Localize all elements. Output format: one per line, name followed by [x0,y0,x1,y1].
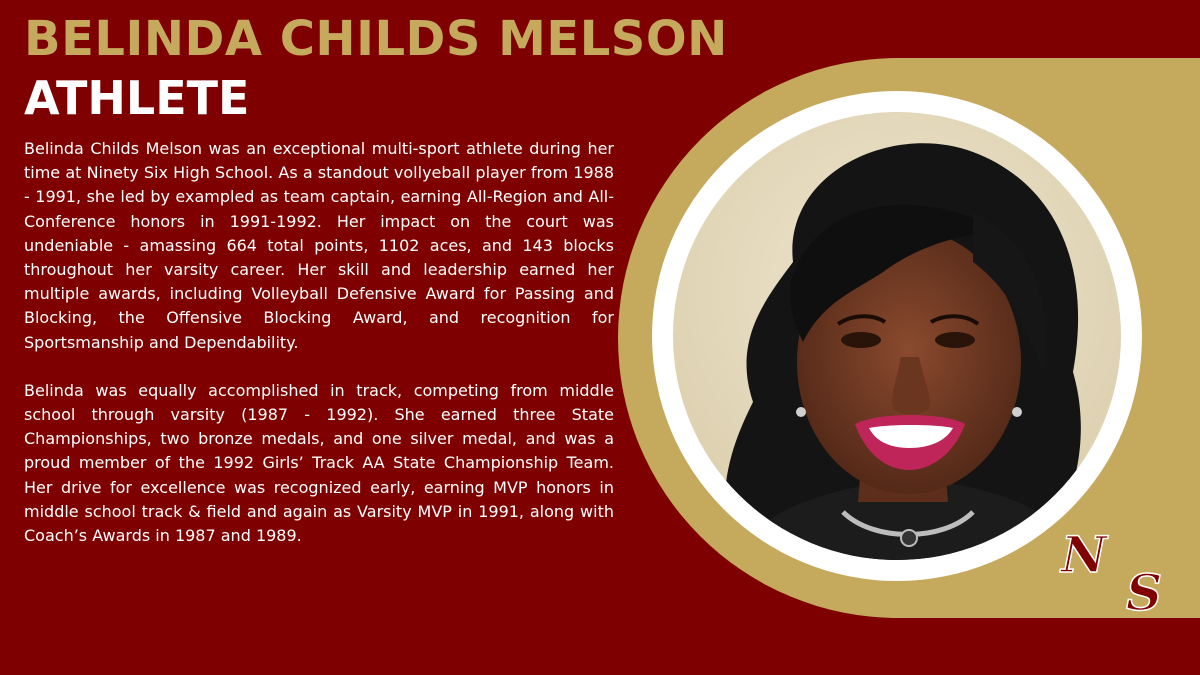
svg-text:S: S [1125,563,1163,614]
bio-paragraph-track: Belinda was equally accomplished in track, competing from middle school through varsity (1987 - 1992). She earned three State Championships, two bronze medals, and one silver medal, and was a proud member of the 1992 Girls’ Track AA State Championship Team. Her drive for excellence was recognized early, earning MVP honors in middle school track & field and again as Varsity MVP in 1991, along with Coach’s Awards in 1987 and 1989. [24,380,614,546]
athlete-portrait-photo [673,112,1121,560]
ns-logo [1044,530,1194,614]
svg-text:N: N [1061,530,1107,584]
portrait-frame [652,91,1142,581]
athlete-name: BELINDA CHILDS MELSON [24,11,728,67]
bio-paragraph-volleyball: Belinda Childs Melson was an exceptional multi-sport athlete during her time at Ninety Six High School. As a standout vollyeball player from 1988 - 1991, she led by exampled as team captain, earning All-Region and All-Conference honors in 1991-1992. Her impact on the court was undeniable - amassing 664 total points, 1102 aces, and 143 blocks throughout her varsity career. Her skill and leadership earned her multiple awards, including Volleyball Defensive Award for Passing and Blocking, the Offensive Blocking Award, and recognition for Sportsmanship and Dependability. [24,139,614,352]
biography [24,137,614,548]
athlete-category: ATHLETE [24,71,250,125]
